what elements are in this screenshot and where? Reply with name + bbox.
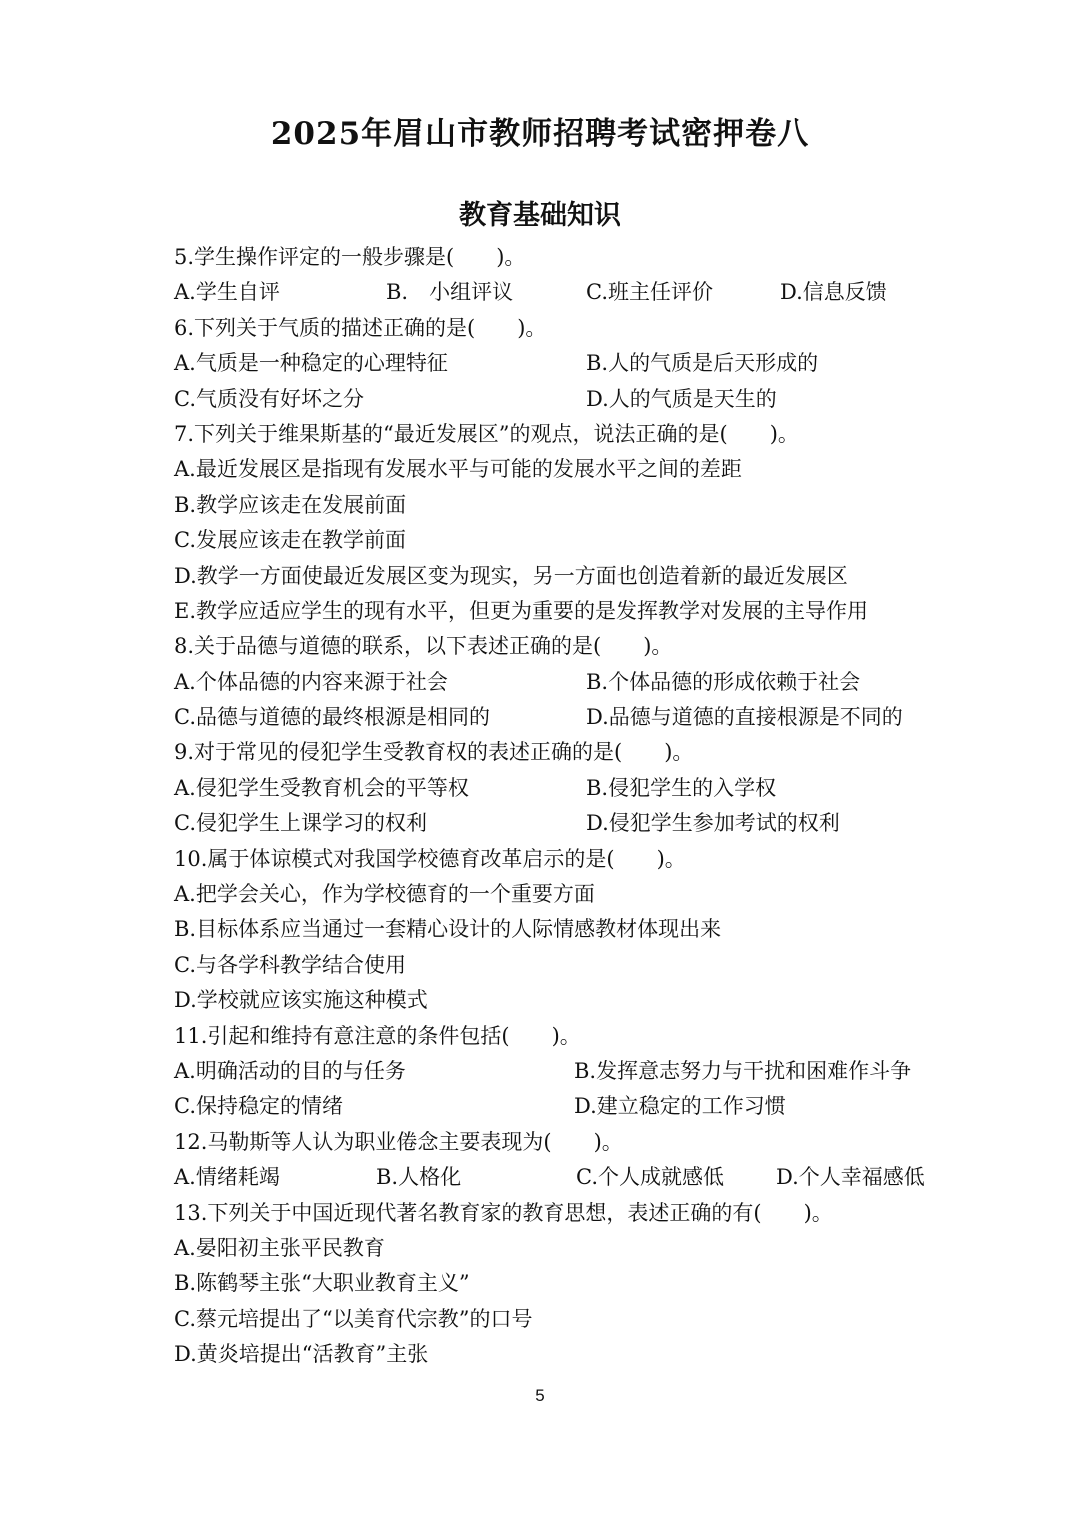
option-row	[174, 1089, 974, 1124]
question-option: E.教学应适应学生的现有水平，但更为重要的是发挥教学对发展的主导作用	[174, 598, 869, 623]
question-stem: 12.马勒斯等人认为职业倦念主要表现为( )。	[174, 1129, 623, 1154]
question-option: C.蔡元培提出了“以美育代宗教”的口号	[174, 1306, 533, 1331]
question-option: D.教学一方面使最近发展区变为现实，另一方面也创造着新的最近发展区	[174, 563, 848, 588]
question-option: C.气质没有好坏之分	[174, 386, 364, 411]
question-option: C.与各学科教学结合使用	[174, 952, 406, 977]
question-option: A.把学会关心，作为学校德育的一个重要方面	[174, 882, 595, 907]
question-option: A.学生自评	[174, 280, 280, 305]
question-option: B.人格化	[376, 1165, 462, 1190]
question-option: B.发挥意志努力与干扰和困难作斗争	[574, 1058, 912, 1083]
question-option: C.个人成就感低	[576, 1165, 724, 1190]
question-option: B. 小组评议	[386, 280, 514, 305]
question-option: A.晏阳初主张平民教育	[174, 1235, 385, 1260]
question-stem: 13.下列关于中国近现代著名教育家的教育思想，表述正确的有( )。	[174, 1200, 833, 1225]
question-list	[174, 240, 974, 1373]
question-option: D.信息反馈	[780, 280, 887, 305]
question-stem: 10.属于体谅模式对我国学校德育改革启示的是( )。	[174, 846, 686, 871]
option-row	[174, 806, 974, 841]
question-option: B.目标体系应当通过一套精心设计的人际情感教材体现出来	[174, 917, 722, 942]
question-option: C.保持稳定的情绪	[174, 1094, 343, 1119]
question-option: C.发展应该走在教学前面	[174, 528, 406, 553]
question-option: C.侵犯学生上课学习的权利	[174, 811, 427, 836]
question-option: D.建立稳定的工作习惯	[574, 1094, 786, 1119]
option-row	[174, 771, 974, 806]
option-row	[174, 665, 974, 700]
question-option: B.教学应该走在发展前面	[174, 492, 407, 517]
question-option: D.人的气质是天生的	[586, 386, 777, 411]
question-option: A.气质是一种稳定的心理特征	[174, 351, 448, 376]
option-row	[174, 700, 974, 735]
option-row	[174, 346, 974, 381]
question-stem: 5.学生操作评定的一般步骤是( )。	[174, 245, 526, 269]
page-number: 5	[535, 1386, 545, 1405]
option-row	[174, 1160, 974, 1195]
question-option: C.品德与道德的最终根源是相同的	[174, 705, 490, 730]
question-stem: 9.对于常见的侵犯学生受教育权的表述正确的是( )。	[174, 740, 694, 765]
question-option: A.侵犯学生受教育机会的平等权	[174, 775, 469, 800]
question-option: A.最近发展区是指现有发展水平与可能的发展水平之间的差距	[174, 457, 742, 482]
option-row	[174, 1054, 974, 1089]
question-option: C.班主任评价	[586, 280, 713, 305]
page-title: 2025年眉山市教师招聘考试密押卷八	[270, 116, 810, 152]
question-option: A.明确活动的目的与任务	[174, 1058, 406, 1083]
question-option: A.情绪耗竭	[174, 1165, 280, 1190]
option-row	[174, 275, 974, 310]
question-option: D.学校就应该实施这种模式	[174, 988, 428, 1013]
question-option: A.个体品德的内容来源于社会	[174, 669, 448, 694]
subject-title: 教育基础知识	[459, 200, 621, 231]
question-option: D.黄炎培提出“活教育”主张	[174, 1342, 429, 1367]
question-option: B.人的气质是后天形成的	[586, 351, 819, 376]
question-option: D.个人幸福感低	[776, 1165, 925, 1190]
question-option: B.陈鹤琴主张“大职业教育主义”	[174, 1271, 470, 1296]
question-stem: 6.下列关于气质的描述正确的是( )。	[174, 315, 547, 340]
question-option: D.侵犯学生参加考试的权利	[586, 811, 840, 836]
question-stem: 11.引起和维持有意注意的条件包括( )。	[174, 1023, 581, 1048]
question-option: B.侵犯学生的入学权	[586, 775, 777, 800]
question-option: B.个体品德的形成依赖于社会	[586, 669, 861, 694]
question-stem: 8.关于品德与道德的联系，以下表述正确的是( )。	[174, 634, 673, 659]
option-row	[174, 382, 974, 417]
question-option: D.品德与道德的直接根源是不同的	[586, 705, 903, 730]
question-stem: 7.下列关于维果斯基的“最近发展区”的观点，说法正确的是( )。	[174, 421, 799, 446]
